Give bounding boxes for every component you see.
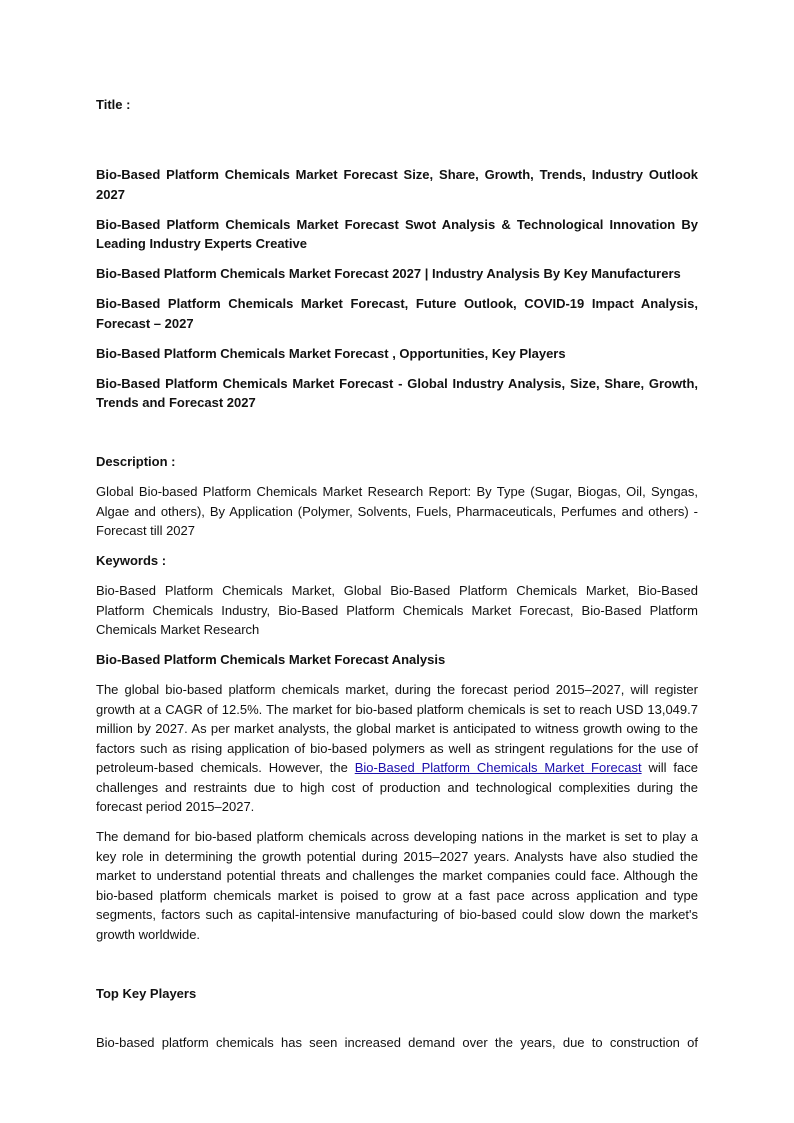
players-heading: Top Key Players — [96, 985, 197, 1001]
analysis-paragraph-2: The demand for bio-based platform chemicals across developing nations in the market is set to play a key role in determining the growth potential during 2015–2027 years. Analysts have also studied the market to understand potential threats and challenges the market companies could face. Although the bio-based platform chemicals market is poised to grow at a fast pace across application and type segments, factors such as capital-intensive manufacturing of bio-based could slow down the market's growth worldwide. — [96, 829, 698, 942]
analysis-paragraph-1 — [96, 680, 698, 817]
analysis-text: The global bio-based platform chemicals market, during the forecast period 2015–2027, will register growth at a CAGR of 12.5%. The market for bio-based platform chemicals is set to reach USD 13,049.7 million by 2027. As per market analysts, the global market is anticipated to witness growth owing to the factors such as rising application of bio-based polymers as well as stringent regulations for the use of petroleum-based chemicals. However, the — [96, 682, 698, 775]
keywords-label: Keywords : — [96, 553, 167, 568]
title-item: Bio-Based Platform Chemicals Market Forecast - Global Industry Analysis, Size, Share, Growth, Trends and Forecast 2027 — [96, 375, 698, 410]
analysis-text: will face challenges and restraints due to high cost of production and technological complexities during the forecast period 2015–2027. — [96, 760, 698, 814]
description-label: Description : — [96, 454, 176, 469]
title-item: Bio-Based Platform Chemicals Market Forecast, Future Outlook, COVID-19 Impact Analysis, Forecast – 2027 — [96, 296, 698, 331]
title-item: Bio-Based Platform Chemicals Market Forecast , Opportunities, Key Players — [96, 345, 566, 361]
keywords-text: Bio-Based Platform Chemicals Market, Global Bio-Based Platform Chemicals Market, Bio-Based Platform Chemicals Industry, Bio-Based Platform Chemicals Market Forecast, Bio-Based Platform Chemicals Market Research — [96, 583, 698, 637]
title-item: Bio-Based Platform Chemicals Market Forecast Size, Share, Growth, Trends, Industry Outlook 2027 — [96, 167, 698, 202]
title-label: Title : — [96, 97, 131, 112]
title-item: Bio-Based Platform Chemicals Market Forecast Swot Analysis & Technological Innovation By Leading Industry Experts Creative — [96, 216, 698, 251]
title-item: Bio-Based Platform Chemicals Market Forecast 2027 | Industry Analysis By Key Manufacturers — [96, 266, 681, 281]
description-text: Global Bio-based Platform Chemicals Market Research Report: By Type (Sugar, Biogas, Oil, Syngas, Algae and others), By Application (Polymer, Solvents, Fuels, Pharmaceuticals, Perfumes and others) - Forecast till 2027 — [96, 484, 698, 538]
document-page — [96, 95, 698, 1063]
players-paragraph: Bio-based platform chemicals has seen increased demand over the years, due to construction of — [96, 1034, 698, 1050]
analysis-heading: Bio-Based Platform Chemicals Market Forecast Analysis — [96, 652, 446, 667]
market-forecast-link[interactable]: Bio-Based Platform Chemicals Market Forecast — [354, 760, 642, 775]
